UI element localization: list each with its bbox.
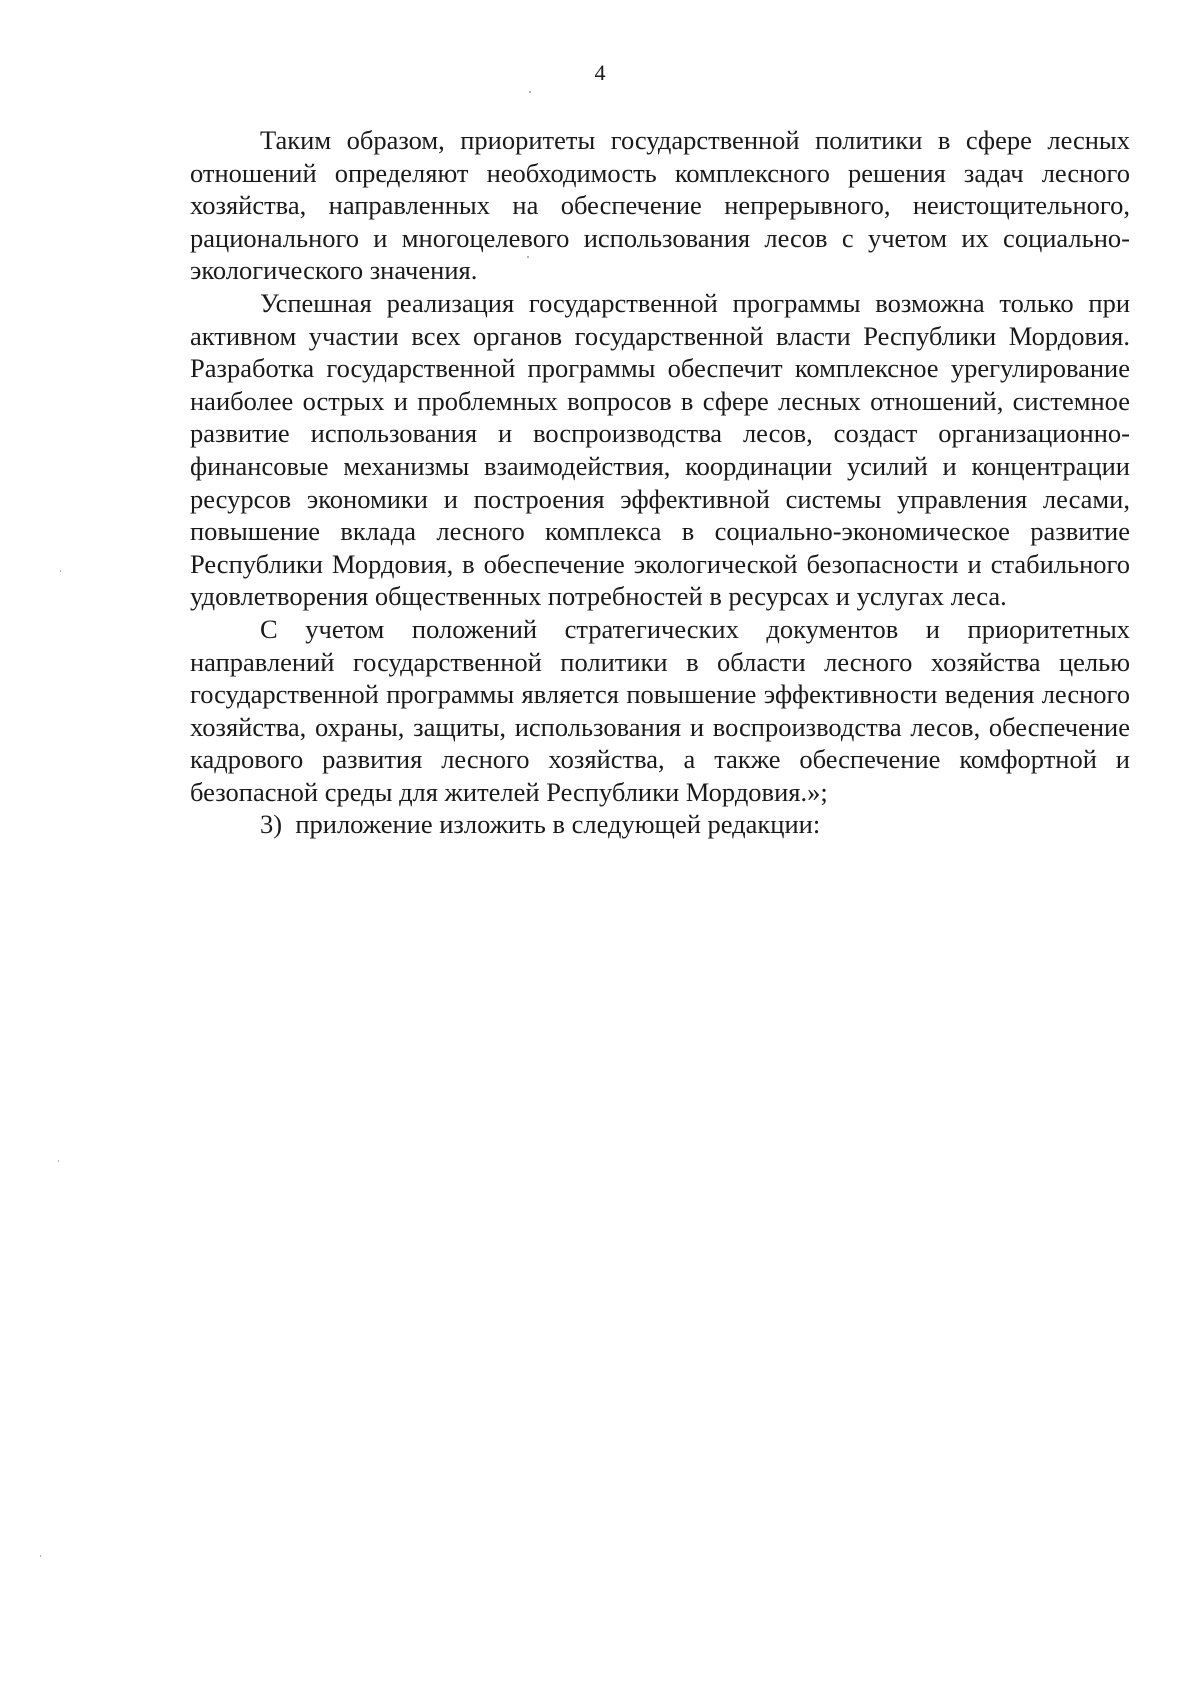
scan-speck [60, 570, 61, 572]
scan-speck [529, 91, 531, 93]
scan-speck [58, 1160, 59, 1162]
scan-speck [40, 1555, 41, 1557]
paragraph-program-implementation: Успешная реализация государственной программы возможна только при активном участии всех органов государственной власти Республики Мордовия. Разработка государственной программы обеспечит комплексное урегулирование наиболее острых и проблемных вопросов в сфере лесных отношений, системное развитие использования и воспроизводства лесов, создаст организационно-финансовые механизмы взаимодействия, координации усилий и концентрации ресурсов экономики и построения эффективной системы управления лесами, повышение вклада лесного комплекса в социально-экономическое развитие Республики Мордовия, в обеспечение экологической безопасности и стабильного удовлетворения общественных потребностей в ресурсах и услугах леса. [190, 287, 1130, 612]
paragraph-program-goal: С учетом положений стратегических документов и приоритетных направлений государственной политики в области лесного хозяйства целью государственной программы является повышение эффективности ведения лесного хозяйства, охраны, защиты, использования и воспроизводства лесов, обеспечение кадрового развития лесного хозяйства, а также обеспечение комфортной и безопасной среды для жителей Республики Мордовия.»; [190, 613, 1130, 807]
document-body [190, 124, 1130, 841]
list-item-appendix: 3) приложение изложить в следующей редакции: [260, 809, 821, 840]
page-number: 4 [594, 60, 606, 85]
scan-speck [527, 256, 529, 258]
paragraph-priorities: Таким образом, приоритеты государственной политики в сфере лесных отношений определяют необходимость комплексного решения задач лесного хозяйства, направленных на обеспечение непрерывного, неистощительного, рационального и многоцелевого использования лесов с учетом их социально-экологического значения. [190, 125, 1130, 286]
